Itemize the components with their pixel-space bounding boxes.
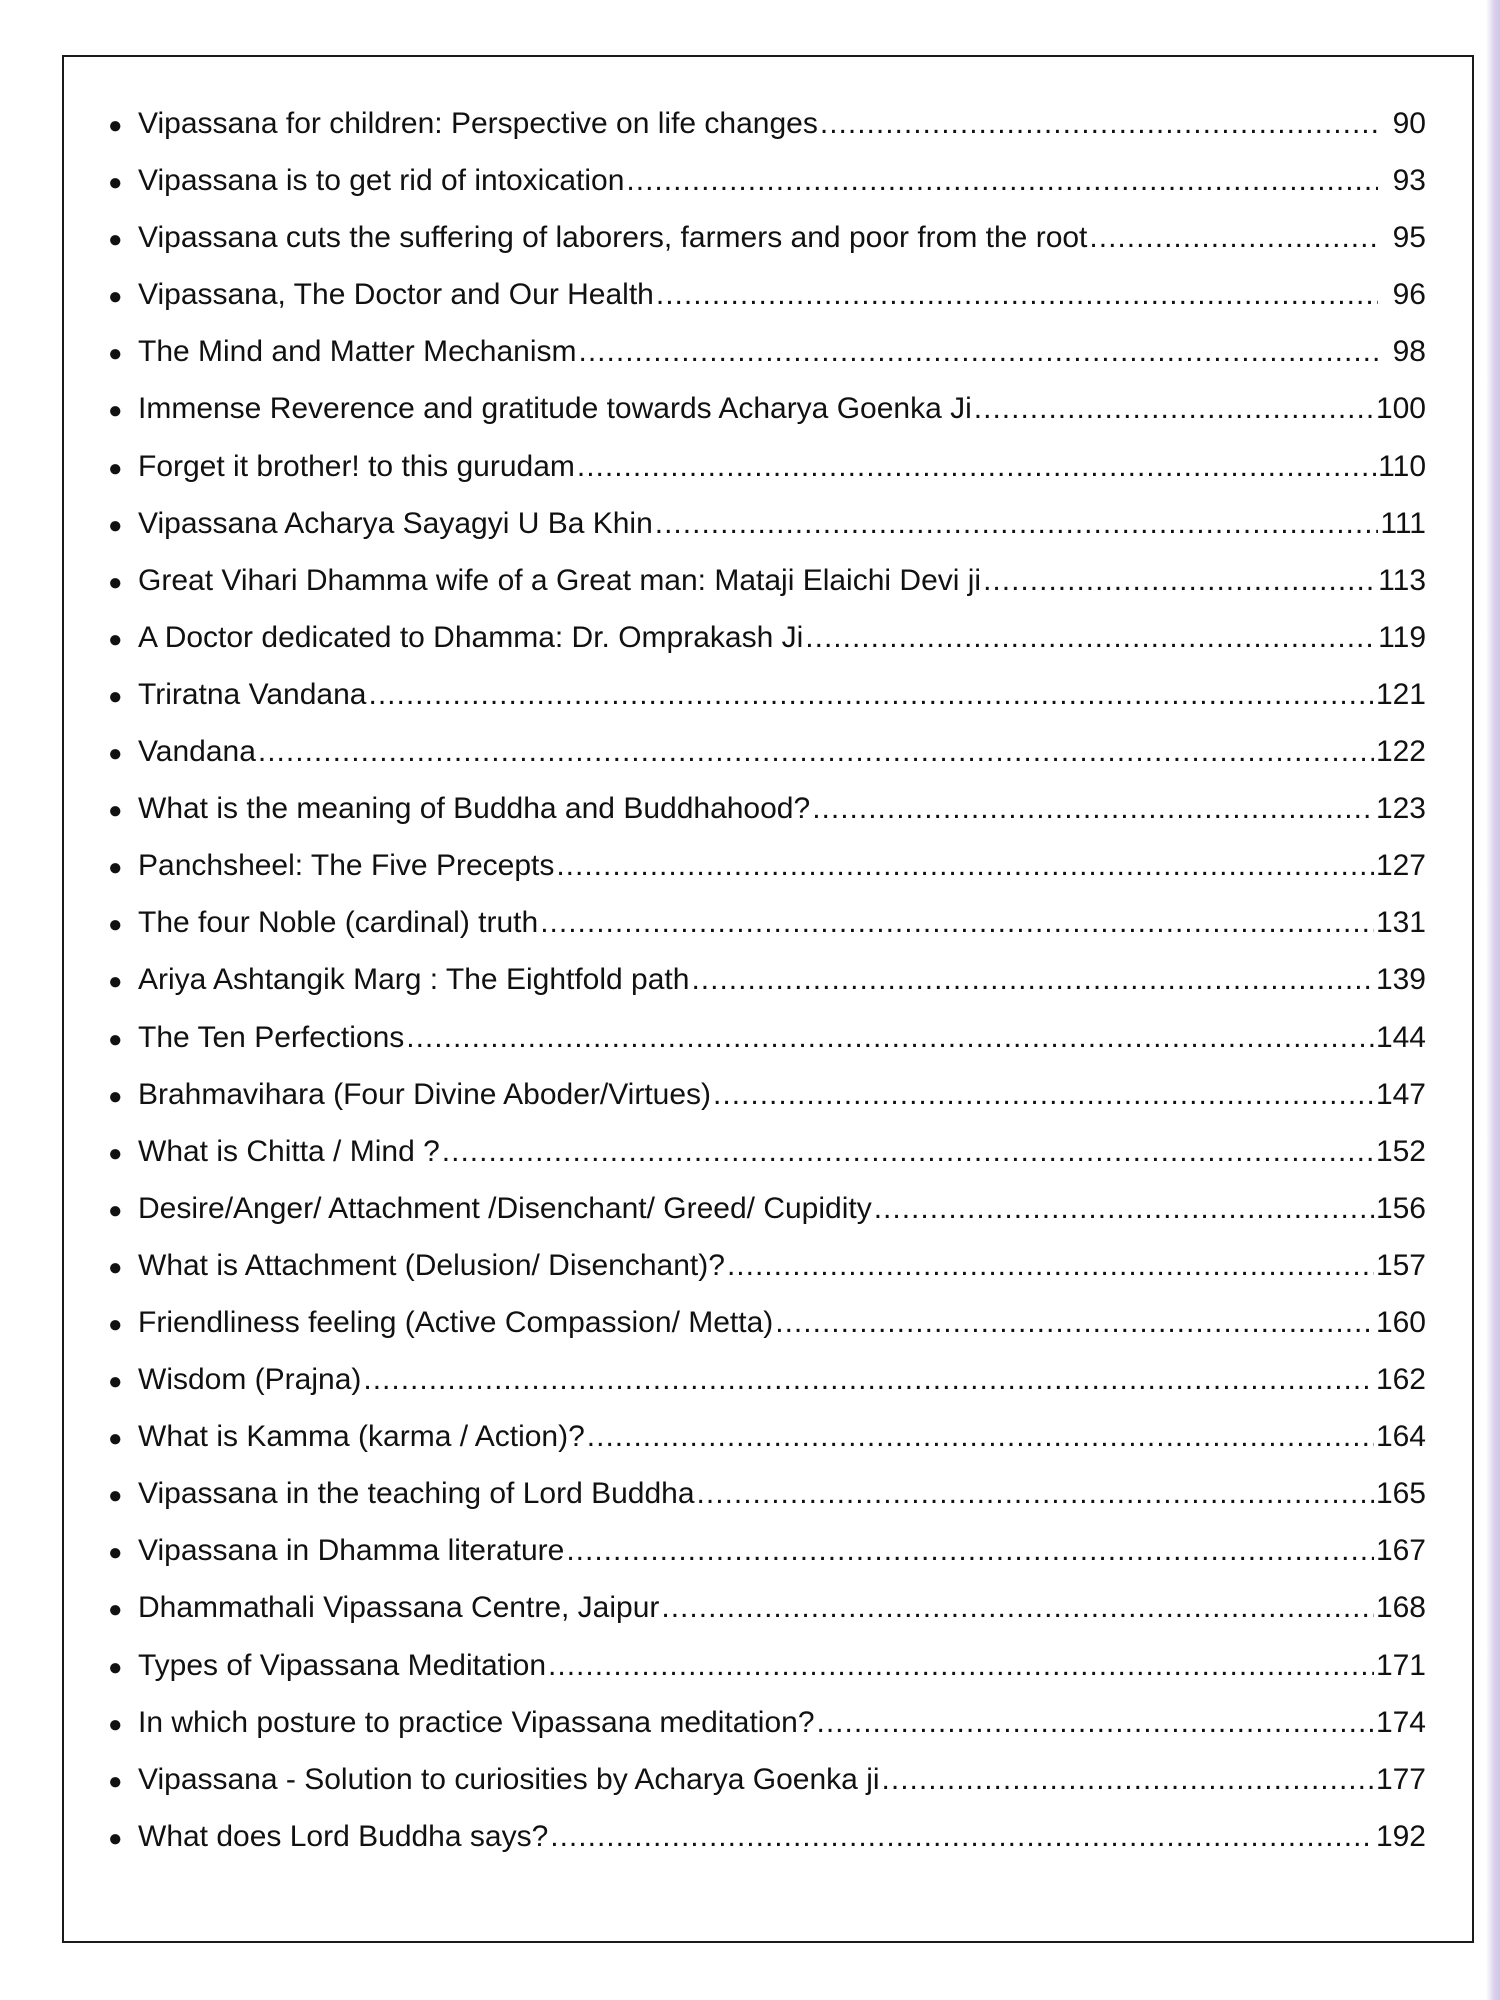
bullet-icon: ●	[108, 1253, 123, 1281]
toc-entry-page: 95	[1392, 221, 1426, 255]
dot-leader	[579, 323, 1378, 380]
toc-entry[interactable]	[108, 666, 1426, 723]
toc-entry-title: Vipassana in Dhamma literature	[138, 1534, 565, 1568]
toc-entry-title: What is the meaning of Buddha and Buddhahood?	[138, 792, 811, 826]
toc-entry-page: 113	[1378, 563, 1426, 597]
toc-entry[interactable]	[108, 266, 1426, 323]
toc-entry-page: 123	[1375, 792, 1426, 826]
dot-leader	[697, 1465, 1374, 1522]
toc-entry-page: 174	[1375, 1705, 1426, 1739]
dot-leader	[812, 780, 1374, 837]
toc-entry[interactable]	[108, 152, 1426, 209]
dot-leader	[540, 894, 1374, 951]
bullet-icon: ●	[108, 1025, 123, 1053]
dot-leader	[442, 1123, 1374, 1180]
dot-leader	[655, 495, 1378, 552]
dot-leader	[874, 1180, 1374, 1237]
toc-entry-title: Vipassana Acharya Sayagyi U Ba Khin	[138, 506, 653, 540]
dot-leader	[556, 837, 1374, 894]
toc-entry[interactable]	[108, 1637, 1426, 1694]
bullet-icon: ●	[108, 397, 123, 425]
toc-entry-title: Ariya Ashtangik Marg : The Eightfold path	[138, 963, 690, 997]
dot-leader	[587, 1408, 1374, 1465]
toc-entry[interactable]	[108, 894, 1426, 951]
dot-leader	[258, 723, 1374, 780]
toc-entry-title: Vipassana cuts the suffering of laborers, farmers and poor from the root	[138, 221, 1088, 255]
dot-leader	[548, 1637, 1374, 1694]
dot-leader	[983, 552, 1376, 609]
toc-entry-page: 111	[1380, 506, 1426, 540]
dot-leader	[882, 1751, 1374, 1808]
toc-entry[interactable]	[108, 837, 1426, 894]
toc-entry-page: 121	[1375, 677, 1426, 711]
toc-entry-title: Vipassana is to get rid of intoxication	[138, 164, 625, 198]
toc-entry-title: Immense Reverence and gratitude towards Acharya Goenka Ji	[138, 392, 972, 426]
toc-entry[interactable]	[108, 1579, 1426, 1636]
toc-entry-page: 162	[1375, 1363, 1426, 1397]
toc-entry-page: 100	[1375, 392, 1426, 426]
toc-entry[interactable]	[108, 609, 1426, 666]
toc-entry[interactable]	[108, 1522, 1426, 1579]
toc-entry[interactable]	[108, 552, 1426, 609]
toc-entry-page: 127	[1375, 849, 1426, 883]
toc-entry-page: 177	[1375, 1762, 1426, 1796]
toc-entry-page: 90	[1392, 107, 1426, 140]
toc-entry[interactable]	[108, 723, 1426, 780]
toc-entry-title: Panchsheel: The Five Precepts	[138, 849, 555, 883]
toc-entry-page: 122	[1375, 735, 1426, 769]
dot-leader	[817, 1694, 1374, 1751]
toc-entry[interactable]	[108, 1351, 1426, 1408]
toc-entry[interactable]	[108, 495, 1426, 552]
dot-leader	[775, 1294, 1374, 1351]
dot-leader	[566, 1522, 1374, 1579]
bullet-icon: ●	[108, 1596, 123, 1624]
toc-entry[interactable]	[108, 438, 1426, 495]
dot-leader	[727, 1237, 1374, 1294]
toc-entry[interactable]	[108, 95, 1426, 152]
toc-entry-page: 96	[1392, 278, 1426, 312]
dot-leader	[656, 266, 1378, 323]
bullet-icon: ●	[108, 682, 123, 710]
toc-entry[interactable]	[108, 951, 1426, 1008]
toc-entry-page: 147	[1375, 1077, 1426, 1111]
toc-entry-title: What does Lord Buddha says?	[138, 1819, 549, 1853]
toc-entry-title: Vipassana - Solution to curiosities by Acharya Goenka ji	[138, 1762, 880, 1796]
toc-entry[interactable]	[108, 323, 1426, 380]
dot-leader	[368, 666, 1373, 723]
bullet-icon: ●	[108, 1710, 123, 1738]
toc-entry-title: Friendliness feeling (Active Compassion/ Metta)	[138, 1305, 774, 1339]
toc-entry-page: 160	[1375, 1305, 1426, 1339]
toc-entry-page: 192	[1375, 1819, 1426, 1853]
toc-entry-page: 144	[1375, 1020, 1426, 1054]
bullet-icon: ●	[108, 1368, 123, 1396]
bullet-icon: ●	[108, 511, 123, 539]
toc-entry-title: Types of Vipassana Meditation	[138, 1648, 547, 1682]
toc-frame	[62, 55, 1474, 1943]
toc-entry-page: 93	[1392, 164, 1426, 198]
toc-entry-title: Great Vihari Dhamma wife of a Great man: Mataji Elaichi Devi ji	[138, 563, 982, 597]
toc-entry-title: Vandana	[138, 735, 256, 769]
toc-entry-title: What is Kamma (karma / Action)?	[138, 1420, 585, 1454]
toc-entry-title: The Ten Perfections	[138, 1020, 405, 1054]
bullet-icon: ●	[108, 854, 123, 882]
dot-leader	[626, 152, 1378, 209]
toc-entry-title: Triratna Vandana	[138, 677, 367, 711]
toc-entry[interactable]	[108, 1009, 1426, 1066]
toc-entry-title: The four Noble (cardinal) truth	[138, 906, 539, 940]
toc-entry-title: In which posture to practice Vipassana meditation?	[138, 1705, 815, 1739]
dot-leader	[406, 1009, 1374, 1066]
toc-entry-title: Dhammathali Vipassana Centre, Jaipur	[138, 1591, 660, 1625]
toc-entry-title: Wisdom (Prajna)	[138, 1363, 362, 1397]
toc-entry[interactable]	[108, 209, 1426, 266]
bullet-icon: ●	[108, 1482, 123, 1510]
dot-leader	[974, 380, 1374, 437]
toc-entry-title: What is Attachment (Delusion/ Disenchant)?	[138, 1248, 725, 1282]
toc-entry-page: 157	[1375, 1248, 1426, 1282]
toc-entry-title: Brahmavihara (Four Divine Aboder/Virtues)	[138, 1077, 712, 1111]
bullet-icon: ●	[108, 1824, 123, 1852]
bullet-icon: ●	[108, 1425, 123, 1453]
toc-entry-title: A Doctor dedicated to Dhamma: Dr. Omprakash Ji	[138, 620, 804, 654]
bullet-icon: ●	[108, 1767, 123, 1795]
dot-leader	[550, 1808, 1374, 1865]
page-edge-tint	[1486, 0, 1500, 2000]
toc-entry-title: What is Chitta / Mind ?	[138, 1134, 440, 1168]
dot-leader	[1089, 209, 1378, 266]
dot-leader	[691, 951, 1374, 1008]
toc-entry[interactable]	[108, 780, 1426, 837]
bullet-icon: ●	[108, 1196, 123, 1224]
dot-leader	[805, 609, 1376, 666]
toc-entry-title: Vipassana in the teaching of Lord Buddha	[138, 1477, 695, 1511]
dot-leader	[661, 1579, 1374, 1636]
bullet-icon: ●	[108, 169, 123, 197]
toc-entry-page: 119	[1378, 620, 1426, 654]
toc-entry[interactable]	[108, 1237, 1426, 1294]
bullet-icon: ●	[108, 112, 123, 139]
bullet-icon: ●	[108, 283, 123, 311]
toc-entry-page: 98	[1392, 335, 1426, 369]
bullet-icon: ●	[108, 797, 123, 825]
toc-entry-page: 167	[1375, 1534, 1426, 1568]
toc-entry[interactable]	[108, 1408, 1426, 1465]
bullet-icon: ●	[108, 968, 123, 996]
toc-entry-title: Vipassana, The Doctor and Our Health	[138, 278, 654, 312]
toc-entry[interactable]	[108, 1808, 1426, 1865]
bullet-icon: ●	[108, 625, 123, 653]
toc-entry[interactable]	[108, 380, 1426, 437]
toc-entry-page: 164	[1375, 1420, 1426, 1454]
toc-entry[interactable]	[108, 1294, 1426, 1351]
bullet-icon: ●	[108, 911, 123, 939]
bullet-icon: ●	[108, 1539, 123, 1567]
dot-leader	[713, 1066, 1374, 1123]
bullet-icon: ●	[108, 340, 123, 368]
toc-entry-page: 171	[1375, 1648, 1426, 1682]
dot-leader	[820, 95, 1378, 152]
toc-entry[interactable]	[108, 1465, 1426, 1522]
toc-entry[interactable]	[108, 1694, 1426, 1751]
dot-leader	[577, 438, 1376, 495]
toc-entry-title: Desire/Anger/ Attachment /Disenchant/ Greed/ Cupidity	[138, 1191, 872, 1225]
toc-entry-title: Forget it brother! to this gurudam	[138, 449, 575, 483]
toc-entry-title: The Mind and Matter Mechanism	[138, 335, 577, 369]
toc-entry-page: 131	[1375, 906, 1426, 940]
toc-entry[interactable]	[108, 1123, 1426, 1180]
toc-entry[interactable]	[108, 1066, 1426, 1123]
toc-entry[interactable]	[108, 1751, 1426, 1808]
toc-entry-title: Vipassana for children: Perspective on life changes	[138, 107, 818, 140]
toc-entry-page: 165	[1375, 1477, 1426, 1511]
toc-entry-page: 156	[1375, 1191, 1426, 1225]
bullet-icon: ●	[108, 226, 123, 254]
toc-entry-page: 152	[1375, 1134, 1426, 1168]
toc-list	[108, 95, 1426, 1865]
bullet-icon: ●	[108, 1310, 123, 1338]
toc-entry-page: 110	[1378, 449, 1426, 483]
toc-entry-page: 139	[1375, 963, 1426, 997]
bullet-icon: ●	[108, 1653, 123, 1681]
toc-entry[interactable]	[108, 1180, 1426, 1237]
bullet-icon: ●	[108, 568, 123, 596]
bullet-icon: ●	[108, 1082, 123, 1110]
bullet-icon: ●	[108, 740, 123, 768]
dot-leader	[363, 1351, 1374, 1408]
bullet-icon: ●	[108, 1139, 123, 1167]
toc-entry-page: 168	[1375, 1591, 1426, 1625]
bullet-icon: ●	[108, 454, 123, 482]
